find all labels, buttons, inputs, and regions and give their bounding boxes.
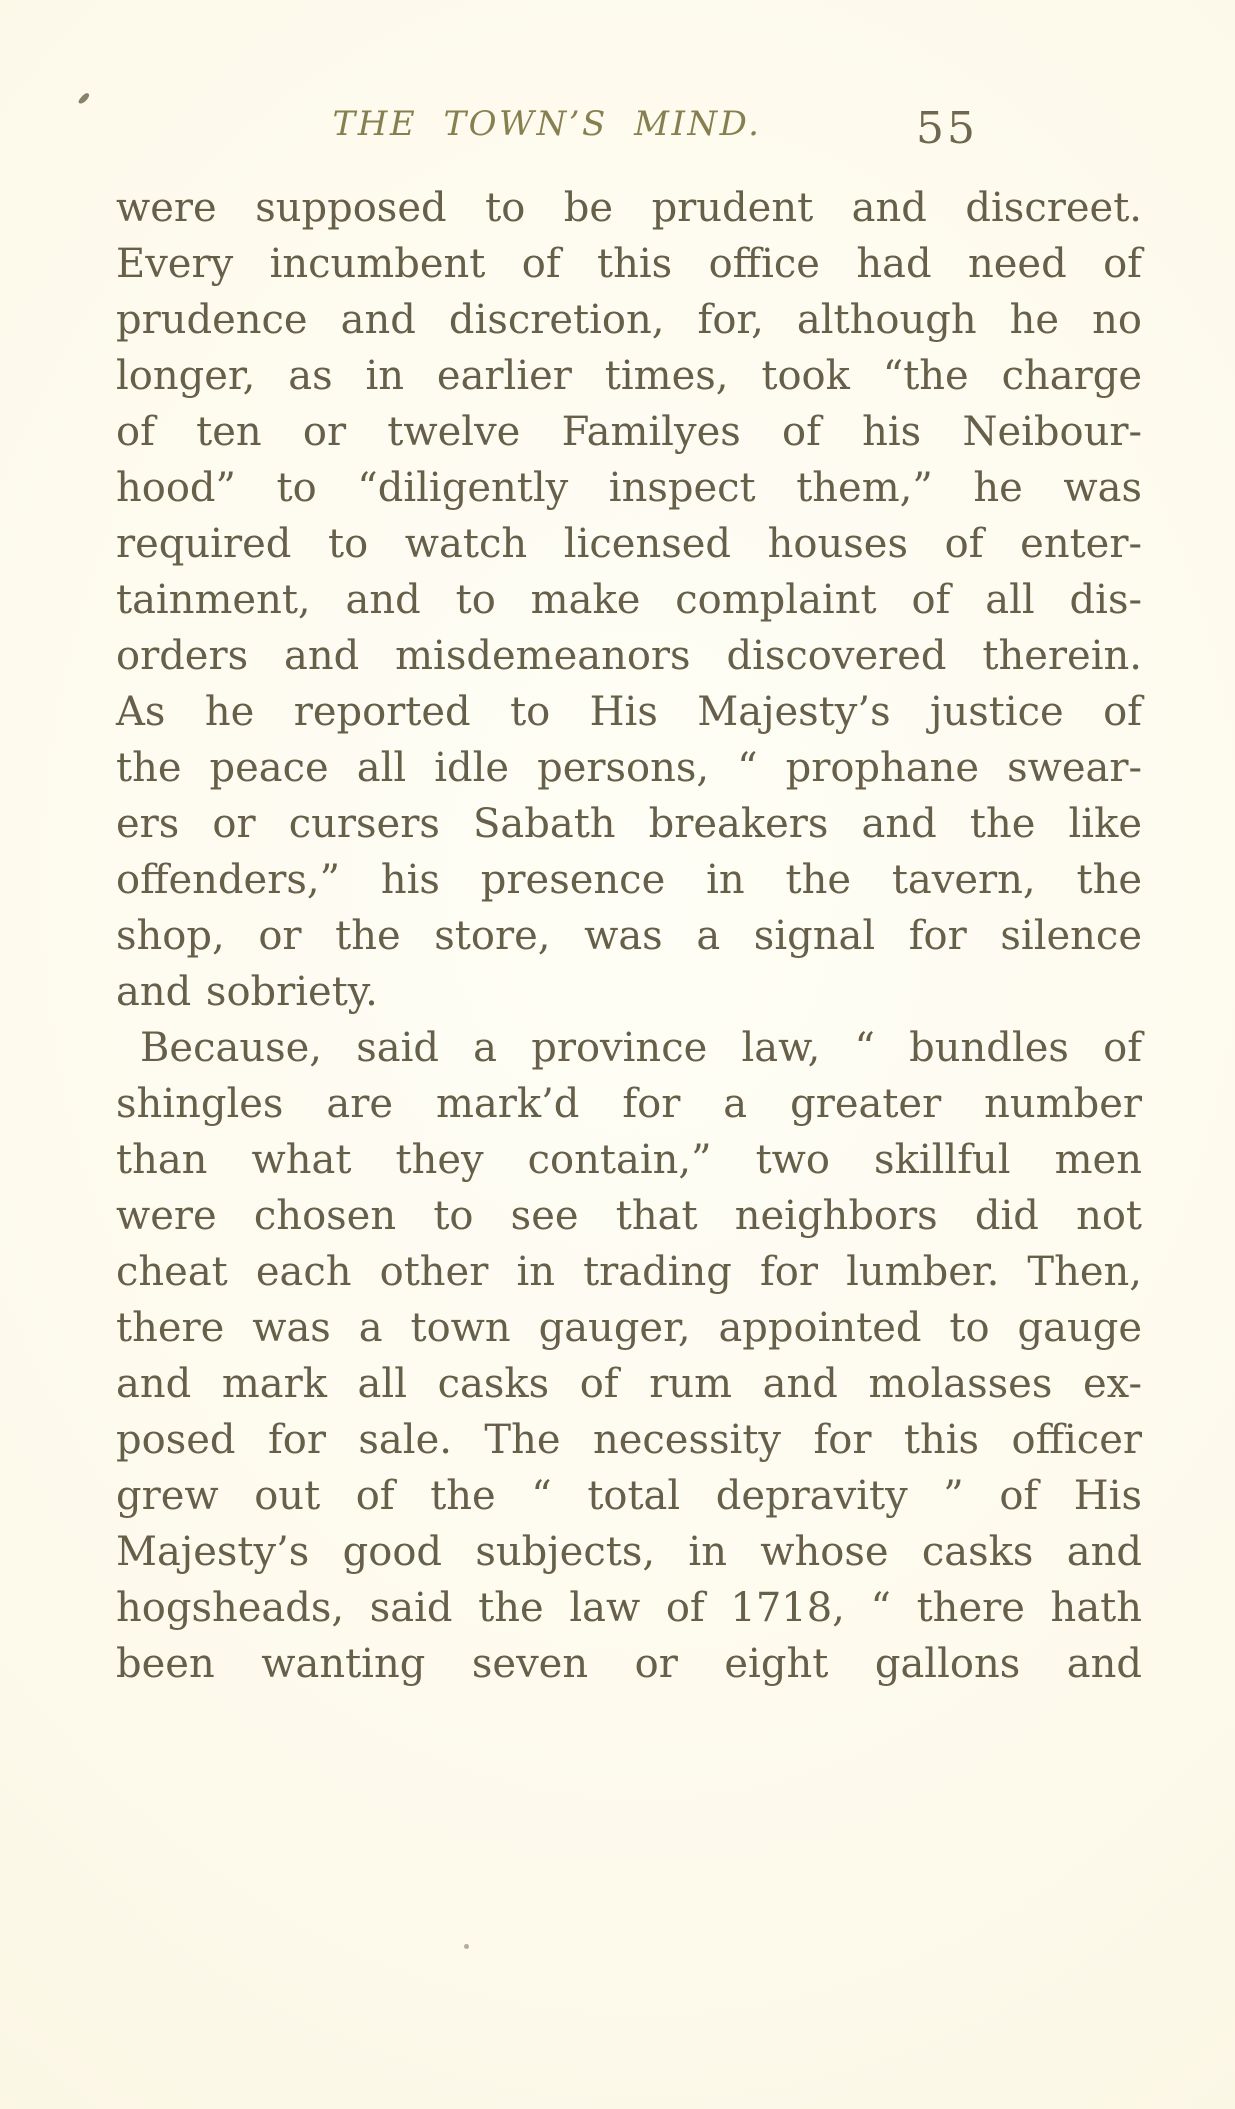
- text-line: posed for sale. The necessity for this officer: [116, 1417, 1142, 1463]
- text-line: and mark all casks of rum and molasses ex-: [116, 1361, 1142, 1407]
- text-line: of ten or twelve Familyes of his Neibour-: [116, 409, 1142, 455]
- text-line: were supposed to be prudent and discreet.: [116, 185, 1142, 231]
- text-line: grew out of the “ total depravity ” of His: [116, 1473, 1142, 1519]
- text-line: shop, or the store, was a signal for silence: [116, 913, 1142, 959]
- text-line: hood” to “diligently inspect them,” he was: [116, 465, 1142, 511]
- text-line: Every incumbent of this office had need of: [116, 241, 1142, 287]
- text-line: required to watch licensed houses of enter-: [116, 521, 1142, 567]
- text-line: been wanting seven or eight gallons and: [116, 1641, 1142, 1687]
- text-line: there was a town gauger, appointed to gauge: [116, 1305, 1142, 1351]
- text-line: shingles are mark’d for a greater number: [116, 1081, 1142, 1127]
- text-line: orders and misdemeanors discovered therein.: [116, 633, 1142, 679]
- running-head: [0, 0, 1235, 160]
- text-line: hogsheads, said the law of 1718, “ there hath: [116, 1585, 1142, 1631]
- text-line: and sobriety.: [116, 969, 378, 1015]
- ink-speck: [464, 1944, 469, 1949]
- text-line: ers or cursers Sabath breakers and the like: [116, 801, 1142, 847]
- body-text: [116, 180, 1142, 1692]
- text-line: longer, as in earlier times, took “the charge: [116, 353, 1142, 399]
- text-line: cheat each other in trading for lumber. Then,: [116, 1249, 1142, 1295]
- running-title: THE TOWN’S MIND.: [332, 104, 762, 144]
- text-line: were chosen to see that neighbors did not: [116, 1193, 1142, 1239]
- page-number: 55: [916, 103, 978, 154]
- text-line: prudence and discretion, for, although he no: [116, 297, 1142, 343]
- text-line: offenders,” his presence in the tavern, the: [116, 857, 1142, 903]
- text-line: As he reported to His Majesty’s justice of: [116, 689, 1142, 735]
- text-line: Because, said a province law, “ bundles of: [140, 1025, 1142, 1071]
- text-line: the peace all idle persons, “ prophane swear-: [116, 745, 1142, 791]
- text-line: than what they contain,” two skillful men: [116, 1137, 1142, 1183]
- text-line: Majesty’s good subjects, in whose casks and: [116, 1529, 1142, 1575]
- text-line: tainment, and to make complaint of all dis-: [116, 577, 1142, 623]
